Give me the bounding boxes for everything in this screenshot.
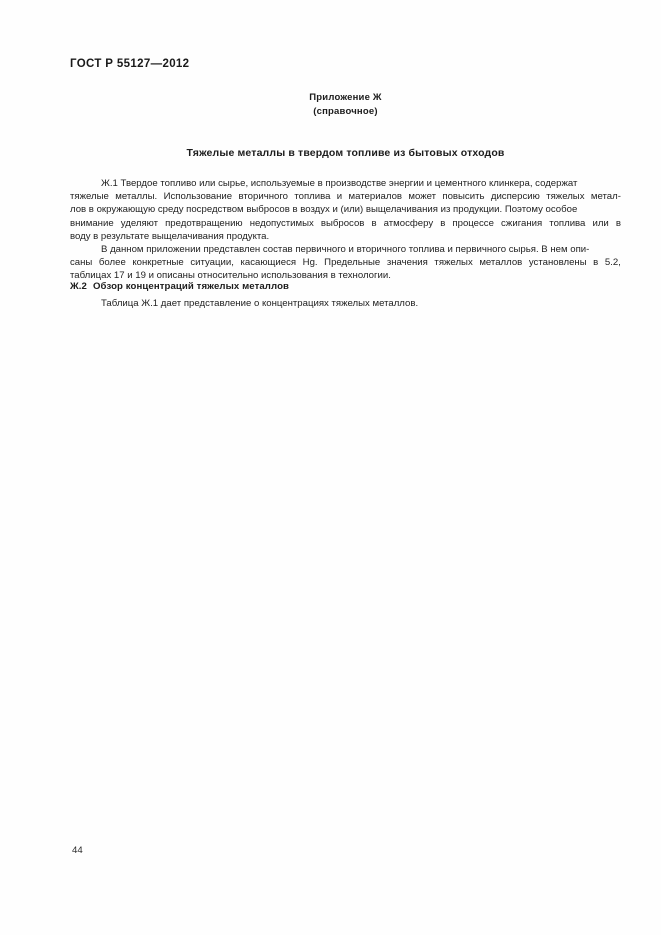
paragraph-line	[70, 190, 621, 203]
paragraph-line	[70, 217, 621, 230]
word: Использование	[163, 191, 233, 203]
word: металлы.	[115, 191, 158, 203]
word: материалов	[348, 191, 403, 203]
clause-number: Ж.2	[70, 281, 87, 292]
paragraph-table-reference	[70, 297, 621, 310]
word: атмосферу	[383, 217, 434, 229]
clause-title: Обзор концентраций тяжелых металлов	[92, 281, 290, 292]
word: метал-	[590, 191, 621, 203]
paragraph-line	[70, 297, 621, 310]
appendix-label: Приложение Ж	[309, 92, 382, 103]
word: процессе	[452, 217, 494, 229]
appendix-caption-block	[70, 91, 621, 118]
paragraph-line-text: Ж.1 Твердое топливо или сырье, используемые в производстве энергии и цементного клинкера, содержат	[101, 178, 578, 189]
word: более	[98, 257, 126, 269]
paragraph-line	[70, 177, 621, 190]
word: предотвращению	[165, 217, 243, 229]
paragraph-line	[70, 256, 621, 269]
clause-heading-zh2	[70, 281, 621, 292]
appendix-title: Тяжелые металлы в твердом топливе из бытовых отходов	[186, 147, 505, 159]
word: может	[408, 191, 437, 203]
paragraph-line-text: Таблица Ж.1 дает представление о концентрациях тяжелых металлов.	[101, 298, 419, 309]
word: тяжелых	[434, 257, 473, 269]
word: в	[440, 217, 446, 229]
word: внимание	[70, 217, 114, 229]
paragraph-line-text: лов в окружающую среду посредством выбросов в воздух и (или) выщелачивания из продукции. Поэтому особое	[70, 204, 578, 216]
paragraph-line-text: воду в результате выщелачивания продукта.	[70, 230, 270, 242]
word: 5.2,	[604, 257, 621, 269]
word: выбросов	[320, 217, 365, 229]
paragraph-line	[70, 203, 621, 216]
word: в	[593, 257, 599, 269]
word: ситуации,	[190, 257, 234, 269]
word: уделяют	[120, 217, 159, 229]
word: в	[615, 217, 621, 229]
word: Предельные	[324, 257, 381, 269]
word: установлены	[528, 257, 587, 269]
word: дисперсию	[490, 191, 540, 203]
word: тяжелых	[546, 191, 585, 203]
paragraph-zh1	[70, 177, 621, 243]
appendix-kind: (справочное)	[313, 105, 378, 117]
page-number: 44	[72, 845, 83, 856]
word: или	[592, 217, 609, 229]
word: значения	[386, 257, 428, 269]
paragraph-line	[70, 230, 621, 243]
word: топлива	[549, 217, 586, 229]
word: Hg.	[302, 257, 318, 269]
word: металлов	[479, 257, 523, 269]
paragraph-line-text: В данном приложении представлен состав первичного и вторичного топлива и первичного сырья. В нем опи-	[101, 244, 590, 255]
word: саны	[70, 257, 93, 269]
word: недопустимых	[249, 217, 314, 229]
word: касающиеся	[240, 257, 297, 269]
word: в	[371, 217, 377, 229]
paragraph-overview	[70, 243, 621, 283]
word: повысить	[442, 191, 485, 203]
paragraph-line	[70, 243, 621, 256]
running-header-standard-number: ГОСТ Р 55127—2012	[70, 58, 190, 70]
paragraph-line-text: таблицах 17 и 19 и описаны относительно использования в технологии.	[70, 270, 391, 282]
word: и	[336, 191, 343, 203]
word: сжигания	[501, 217, 543, 229]
word: конкретные	[132, 257, 184, 269]
word: топлива	[294, 191, 331, 203]
word: тяжелые	[70, 191, 109, 203]
word: вторичного	[238, 191, 288, 203]
